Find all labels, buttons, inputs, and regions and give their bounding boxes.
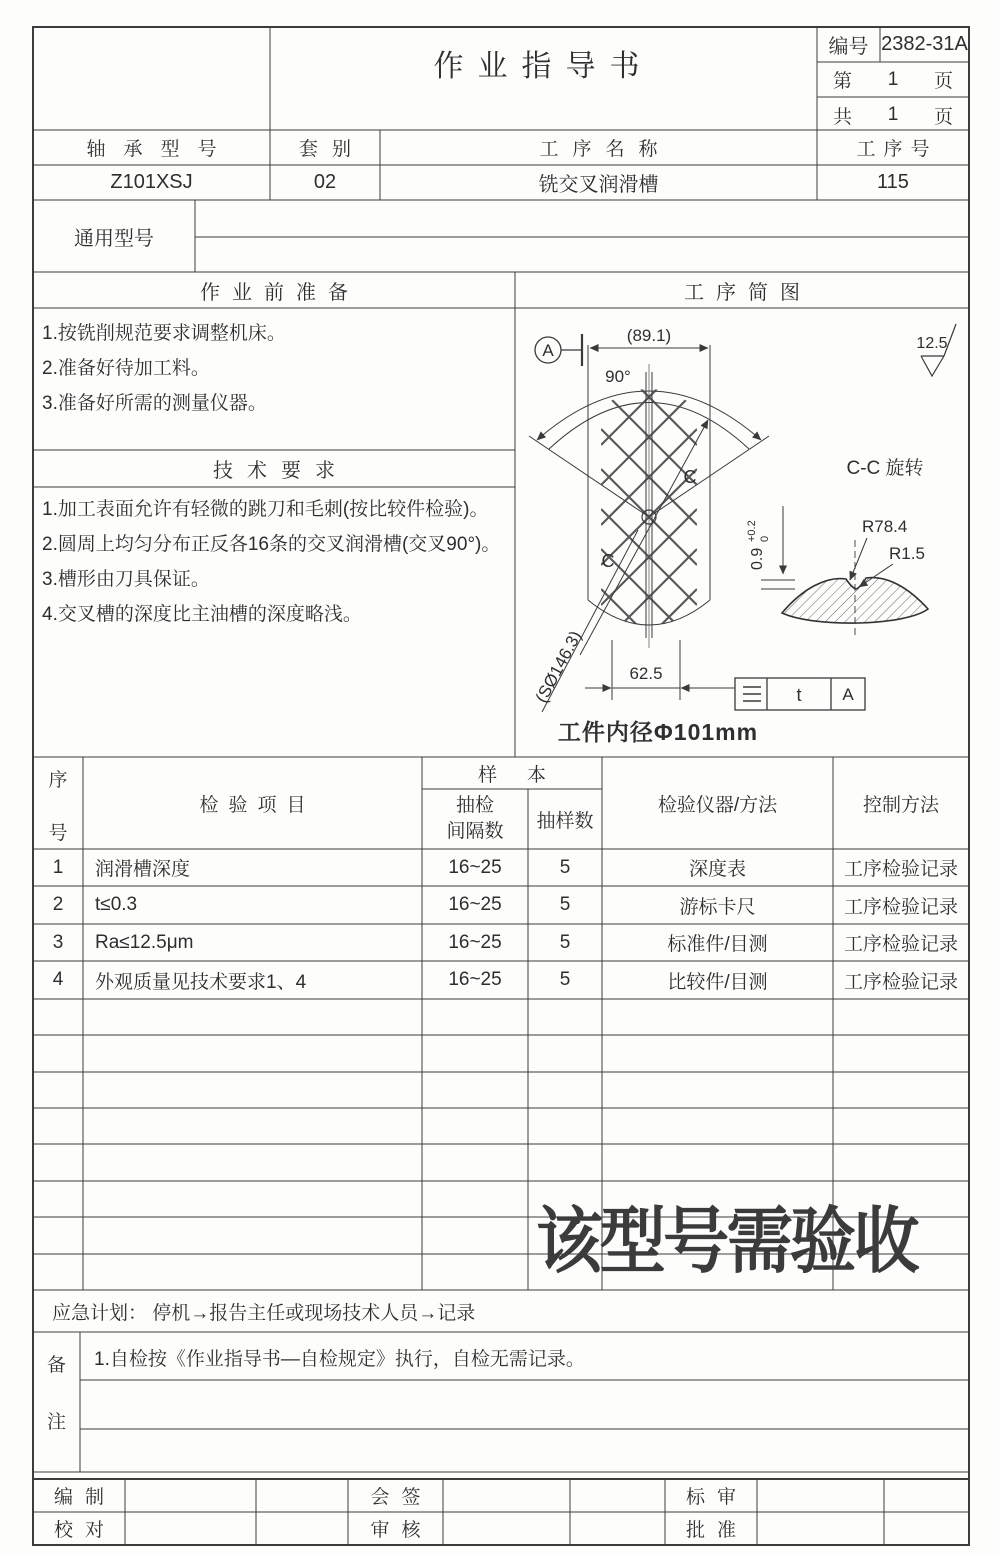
row-count: 5	[559, 894, 571, 915]
depth-dim-text	[746, 520, 771, 570]
row-control: 工序检验记录	[843, 859, 958, 880]
main-oil-groove-centerline	[642, 364, 656, 648]
tolerance-value: t	[796, 685, 802, 705]
row-interval: 16~25	[448, 969, 502, 990]
preparation-item: 1.按铣削规范要求调整机床。	[42, 323, 286, 344]
remarks-label-top: 备	[46, 1354, 66, 1376]
row-item: 外观质量见技术要求1、4	[95, 971, 307, 993]
process-no-label: 工序号	[856, 139, 938, 160]
depth-dimension	[761, 506, 795, 589]
row-item: 润滑槽深度	[95, 859, 191, 880]
row-method: 标准件/目测	[667, 934, 768, 955]
total-no: 1	[887, 104, 899, 125]
roughness-value: 12.5	[916, 335, 948, 352]
row-count: 5	[559, 856, 571, 878]
page-word: 第	[833, 71, 853, 92]
preparation-title: 作业前准备	[200, 281, 360, 304]
row-item: Ra≤12.5μm	[95, 931, 194, 953]
page-title: 作业指导书	[433, 50, 654, 83]
total-unit: 页	[933, 106, 953, 128]
set-value: 02	[313, 171, 337, 193]
depth-upper-tol: +0.2	[746, 520, 758, 542]
section-line	[580, 420, 708, 655]
preparation-item: 2.准备好待加工料。	[42, 358, 210, 379]
col-interval-line1: 抽检	[455, 795, 494, 816]
process-name-value: 铣交叉润滑槽	[538, 174, 659, 196]
doc-no-value: 2382-31A	[881, 33, 968, 55]
row-count: 5	[559, 931, 571, 953]
depth-value: 0.9	[749, 547, 766, 570]
page-number-row	[817, 62, 969, 97]
section-letter-lower: C	[601, 551, 615, 571]
row-interval: 16~25	[448, 894, 502, 915]
row-interval: 16~25	[448, 856, 502, 878]
symmetry-symbol-icon	[743, 687, 761, 701]
bearing-model-value: Z101XSJ	[110, 171, 193, 193]
col-control: 控制方法	[862, 794, 939, 816]
process-no-value: 115	[877, 171, 909, 193]
depth-lower-tol: 0	[759, 535, 771, 542]
col-method: 检验仪器/方法	[657, 794, 778, 816]
col-item: 检验项目	[199, 794, 316, 816]
set-label: 套别	[298, 139, 365, 160]
row-control: 工序检验记录	[843, 896, 958, 918]
total-word: 共	[833, 106, 853, 128]
row-method: 比较件/目测	[667, 971, 768, 993]
tolerance-datum: A	[842, 685, 854, 704]
emergency-plan: 应急计划： 停机→报告主任或现场技术人员→记录	[52, 1302, 476, 1324]
signoff-approved-label: 批准	[685, 1520, 748, 1541]
row-interval: 16~25	[448, 931, 502, 953]
col-seq-top: 序	[48, 769, 68, 791]
bore-note: 工件内径Φ101mm	[557, 719, 759, 745]
signoff-std-review-label: 标审	[685, 1487, 748, 1508]
technical-item: 3.槽形由刀具保证。	[42, 569, 210, 590]
r-groove-text: R1.5	[889, 544, 925, 563]
page-unit: 页	[933, 71, 953, 92]
diagram-title: 工序简图	[684, 281, 812, 304]
technical-item: 4.交叉槽的深度比主油槽的深度略浅。	[42, 604, 362, 625]
signoff-reviewed-label: 审核	[370, 1520, 433, 1541]
bearing-model-label: 轴承型号	[86, 139, 235, 160]
dim-62-5-text: 62.5	[629, 664, 663, 683]
page-no: 1	[887, 68, 899, 90]
signoff-proofread-label: 校对	[53, 1520, 116, 1541]
row-seq: 2	[52, 894, 64, 915]
row-control: 工序检验记录	[843, 971, 958, 993]
technical-item: 1.加工表面允许有轻微的跳刀和毛刺(按比较件检验)。	[42, 499, 489, 520]
angle-text: 90°	[605, 367, 631, 386]
row-method: 深度表	[688, 859, 746, 880]
r-outer-leader	[850, 538, 867, 580]
total-pages-row	[817, 97, 969, 133]
process-diagram	[515, 308, 969, 758]
col-interval-line2: 间隔数	[446, 821, 504, 842]
acceptance-stamp: 该型号需验收	[536, 1202, 917, 1282]
col-count: 抽样数	[536, 810, 594, 832]
col-seq-bottom: 号	[48, 822, 68, 844]
row-item: t≤0.3	[95, 894, 138, 915]
preparation-item: 3.准备好所需的测量仪器。	[42, 393, 267, 414]
process-name-label: 工序名称	[539, 139, 672, 160]
r-outer-text: R78.4	[862, 517, 908, 536]
technical-list	[42, 492, 512, 632]
row-control: 工序检验记录	[843, 934, 958, 955]
row-count: 5	[559, 969, 571, 990]
signoff-prepared-label: 编制	[53, 1487, 116, 1508]
col-interval	[422, 789, 528, 849]
sphere-dia-text: (SØ146.3)	[531, 627, 586, 706]
section-letter-upper: C	[683, 467, 697, 487]
row-method: 游标卡尺	[679, 896, 756, 918]
doc-no-label: 编号	[828, 36, 869, 58]
datum-letter: A	[542, 341, 554, 360]
col-sample: 样本	[477, 764, 576, 786]
row-seq: 3	[52, 931, 64, 953]
remarks-label-bottom: 注	[46, 1411, 66, 1433]
remarks-note: 1.自检按《作业指导书—自检规定》执行，自检无需记录。	[94, 1348, 585, 1370]
technical-item: 2.圆周上均匀分布正反各16条的交叉润滑槽(交叉90°)。	[42, 534, 501, 555]
technical-title: 技术要求	[213, 460, 349, 482]
signoff-countersign-label: 会签	[370, 1487, 433, 1508]
width-dim-text: (89.1)	[626, 326, 672, 345]
preparation-list	[42, 316, 512, 421]
section-view-title: C-C 旋转	[846, 458, 924, 479]
common-model-label: 通用型号	[74, 227, 154, 250]
row-seq: 1	[52, 856, 64, 878]
row-seq: 4	[52, 969, 64, 990]
